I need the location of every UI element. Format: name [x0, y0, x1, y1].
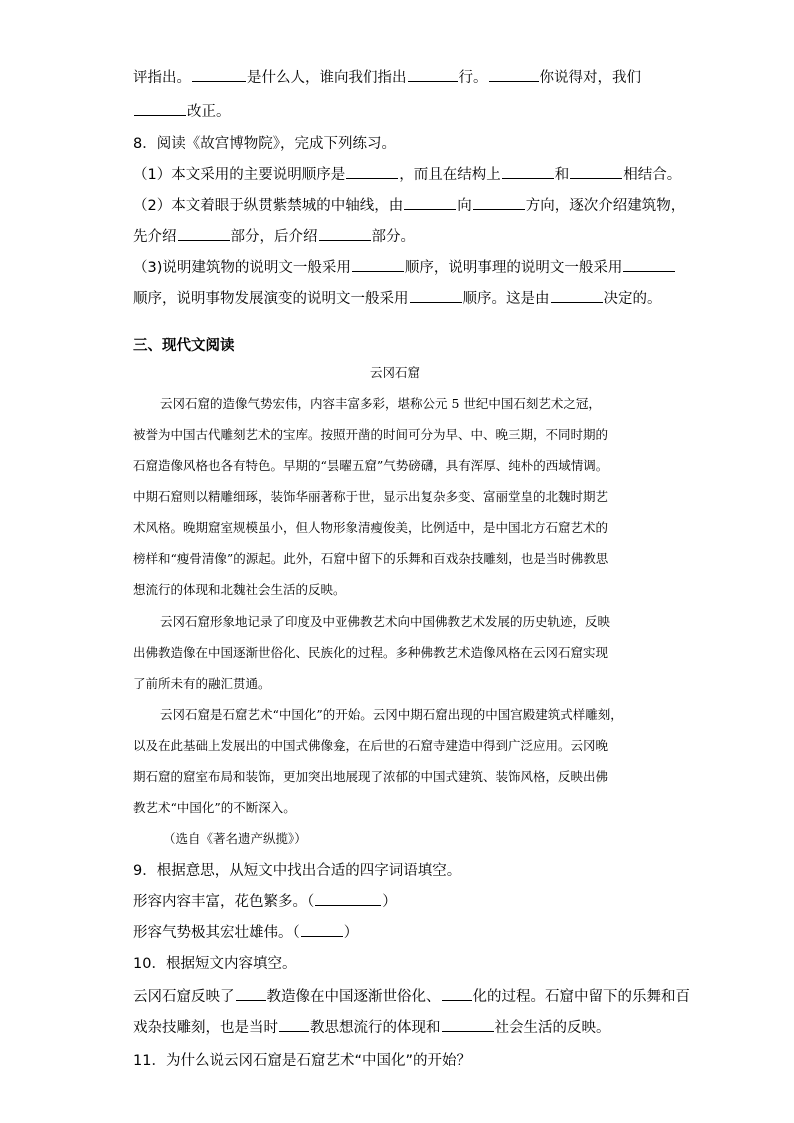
question-8-title: 8．阅读《故宫博物院》，完成下列练习。 [133, 136, 396, 152]
answer-blank[interactable] [570, 165, 622, 179]
passage-line: 中期石窟则以精雕细琢，装饰华丽著称于世，显示出复杂多变、富丽堂皇的北魏时期艺 [133, 489, 609, 504]
passage-line: 榜样和“瘦骨清像”的源起。此外，石窟中留下的乐舞和百戏杂技雕刻，也是当时佛教思 [133, 551, 609, 566]
passage-line: 想流行的体现和北魏社会生活的反映。 [133, 582, 346, 597]
answer-blank[interactable] [315, 892, 381, 906]
question-10-1-cont: 戏杂技雕刻，也是当时 教思想流行的体现和 社会生活的反映。 [133, 1020, 611, 1036]
answer-blank[interactable] [404, 196, 456, 210]
answer-blank[interactable] [301, 923, 343, 937]
section-title: 三、现代文阅读 [133, 338, 235, 354]
passage-line: 了前所未有的融汇贯通。 [133, 676, 271, 691]
exercise-line-1: 评指出。 是什么人，谁向我们指出 行。 你说得对，我们 [133, 70, 641, 86]
passage-line: 云冈石窟是石窟艺术“中国化”的开始。云冈中期石窟出现的中国宫殿建筑式样雕刻， [160, 707, 623, 722]
passage-line: 云冈石窟的造像气势宏伟，内容丰富多彩，堪称公元 5 世纪中国石刻艺术之冠， [160, 396, 601, 411]
question-10-1: 云冈石窟反映了 教造像在中国逐渐世俗化、 化的过程。石窟中留下的乐舞和百 [133, 989, 690, 1005]
answer-blank[interactable] [473, 196, 525, 210]
question-11: 11．为什么说云冈石窟是石窟艺术“中国化”的开始？ [133, 1053, 471, 1069]
answer-blank[interactable] [134, 102, 186, 116]
question-10-title: 10．根据短文内容填空。 [133, 956, 297, 972]
answer-blank[interactable] [192, 68, 246, 82]
answer-blank[interactable] [410, 289, 462, 303]
passage-source: （选自《著名遗产纵揽》） [163, 831, 307, 846]
question-8-2-cont: 先介绍 部分，后介绍 部分。 [133, 229, 415, 245]
passage-line: 出佛教造像在中国逐渐世俗化、民族化的过程。多种佛教艺术造像风格在云冈石窟实现 [133, 645, 609, 660]
answer-blank[interactable] [279, 1018, 309, 1032]
answer-blank[interactable] [442, 987, 472, 1001]
answer-blank[interactable] [346, 165, 398, 179]
answer-blank[interactable] [352, 258, 404, 272]
question-8-3-cont: 顺序，说明事物发展演变的说明文一般采用 顺序。这是由 决定的。 [133, 291, 662, 307]
passage-line: 被誉为中国古代雕刻艺术的宝库。按照开凿的时间可分为早、中、晚三期，不同时期的 [133, 427, 609, 442]
question-9-1: 形容内容丰富，花色繁多。（ ） [133, 894, 397, 910]
passage-line: 期石窟的窟室布局和装饰，更加突出地展现了浓郁的中国式建筑、装饰风格，反映出佛 [133, 769, 609, 784]
question-9-2: 形容气势极其宏壮雄伟。（ ） [133, 925, 359, 941]
answer-blank[interactable] [442, 1018, 494, 1032]
passage-line: 教艺术“中国化”的不断深入。 [133, 800, 296, 815]
question-9-title: 9．根据意思，从短文中找出合适的四字词语填空。 [133, 863, 462, 879]
answer-blank[interactable] [623, 258, 675, 272]
answer-blank[interactable] [489, 68, 539, 82]
passage-line: 以及在此基础上发展出的中国式佛像龛，在后世的石窟寺建造中得到广泛应用。云冈晚 [133, 738, 609, 753]
passage-title: 云冈石窟 [370, 365, 421, 380]
answer-blank[interactable] [178, 227, 230, 241]
passage-line: 石窟造像风格也各有特色。早期的“昙曜五窟”气势磅礴，具有浑厚、纯朴的西域情调。 [133, 458, 609, 473]
answer-blank[interactable] [408, 68, 458, 82]
answer-blank[interactable] [502, 165, 554, 179]
question-8-3: （3)说明建筑物的说明文一般采用 顺序，说明事理的说明文一般采用 [133, 256, 676, 277]
answer-blank[interactable] [319, 227, 371, 241]
passage-line: 术风格。晚期窟室规模虽小，但人物形象清瘦俊美，比例适中，是中国北方石窟艺术的 [133, 520, 609, 535]
question-8-2: （2）本文着眼于纵贯紫禁城的中轴线，由 向 方向，逐次介绍建筑物， [133, 198, 686, 214]
question-8-1: （1）本文采用的主要说明顺序是 ，而且在结构上 和 相结合。 [133, 167, 682, 183]
exercise-line-2: 改正。 [133, 100, 231, 121]
answer-blank[interactable] [551, 289, 603, 303]
answer-blank[interactable] [236, 987, 266, 1001]
passage-line: 云冈石窟形象地记录了印度及中亚佛教艺术向中国佛教艺术发展的历史轨迹，反映 [160, 614, 611, 629]
